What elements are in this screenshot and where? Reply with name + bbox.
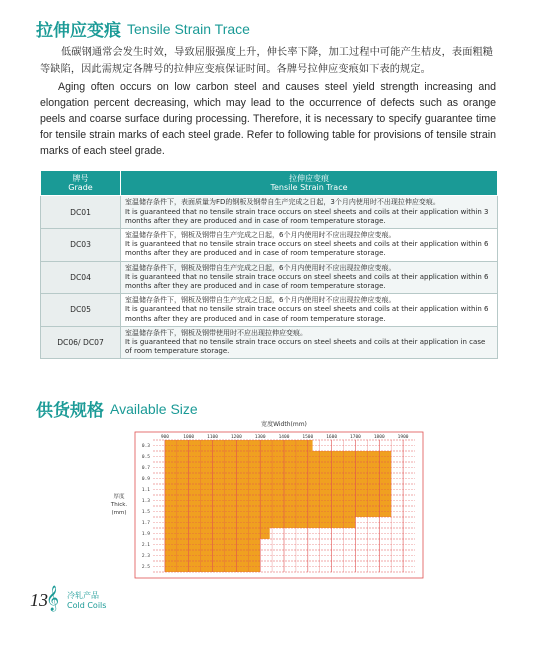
title-cn: 供货规格: [36, 401, 104, 421]
chart-width-label: 宽度Width(mm): [261, 421, 307, 428]
grade-cell: DC05: [41, 294, 121, 327]
section-title-tensile: [36, 16, 250, 41]
table-row: [41, 326, 498, 359]
trace-header: 拉伸应变痕 Tensile Strain Trace: [121, 171, 498, 196]
thick-tick-label: 2.5: [141, 565, 150, 570]
width-tick-label: 1100: [207, 435, 218, 440]
size-chart: [105, 418, 435, 583]
title-en: Tensile Strain Trace: [127, 20, 250, 37]
grade-cell: DC01: [41, 196, 121, 229]
width-tick-label: 1200: [230, 435, 242, 440]
width-tick-label: 1600: [326, 435, 338, 440]
title-en: Available Size: [110, 400, 198, 417]
width-tick-label: 1900: [397, 435, 409, 440]
width-tick-label: 1000: [183, 435, 195, 440]
paragraph-en: Aging often occurs on low carbon steel and causes steel yield strength increasing and elongation percent decreasing, which may lead to the occurrence of defects such as orange peels and coarse surface during processing. Therefore, it is necessary to specify guarantee time for tensile strain marks of each steel grade. Refer to following table for provisions of tensile strain marks of each steel grade.: [40, 81, 496, 157]
thick-tick-label: 0.7: [141, 466, 150, 471]
grade-header: 牌号 Grade: [41, 171, 121, 196]
width-tick-label: 1500: [302, 435, 314, 440]
thick-tick-label: 0.9: [141, 477, 150, 482]
thick-tick-label: 1.1: [141, 488, 150, 493]
clef-icon: 𝄞: [46, 586, 60, 611]
width-tick-label: 1400: [278, 435, 290, 440]
page-footer: [30, 586, 107, 611]
width-tick-label: 1700: [350, 435, 361, 440]
thick-tick-label: 2.3: [141, 554, 150, 559]
thick-tick-label: 1.3: [141, 499, 150, 504]
desc-cell: 室温储存条件下，钢板及钢带使用时不应出现拉伸应变痕。 It is guaranteed that no tensile strain trace occurs on steel sheets and coils at their application in case of room temperature storage.: [121, 326, 498, 359]
thick-tick-label: 0.3: [141, 444, 150, 449]
thick-axis-label: (mm): [111, 510, 127, 516]
strain-trace-table: [40, 170, 498, 359]
table-row: [41, 229, 498, 262]
thick-tick-label: 1.5: [141, 510, 150, 515]
grade-cell: DC06/ DC07: [41, 326, 121, 359]
thick-tick-label: 0.5: [141, 455, 150, 460]
title-cn: 拉伸应变痕: [36, 21, 121, 41]
footer-label: 冷轧产品 Cold Coils: [67, 591, 107, 610]
table-row: [41, 261, 498, 294]
desc-cell: 室温储存条件下，钢板及钢带自生产完成之日起，6个月内使用时不应出现拉伸应变痕。 It is guaranteed that no tensile strain trace occurs on steel sheets and coils at their application within 6 months after they are produced and in case of room temperature storage.: [121, 229, 498, 262]
table-row: [41, 196, 498, 229]
desc-cell: 室温储存条件下，表面质量为FD的钢板及钢带自生产完成之日起，3个月内使用时不出现拉伸应变痕。 It is guaranteed that no tensile strain trace occurs on steel sheets and coils at their application within 3 months after they are produced and in case of room temperature storage.: [121, 196, 498, 229]
thick-tick-label: 1.9: [141, 532, 150, 537]
thick-tick-label: 2.1: [141, 543, 150, 548]
desc-cell: 室温储存条件下，钢板及钢带自生产完成之日起，6个月内使用时不应出现拉伸应变痕。 It is guaranteed that no tensile strain trace occurs on steel sheets and coils at their application within 6 months after they are produced and in case of room temperature storage.: [121, 261, 498, 294]
width-tick-label: 1300: [254, 435, 266, 440]
thick-tick-label: 1.7: [141, 521, 150, 526]
grade-cell: DC03: [41, 229, 121, 262]
table-row: [41, 294, 498, 327]
grade-cell: DC04: [41, 261, 121, 294]
page-number: 13: [30, 590, 48, 610]
width-tick-label: 1800: [373, 435, 385, 440]
thick-axis-label: Thick.: [110, 502, 128, 508]
paragraph-cn: 低碳钢通常会发生时效，导致屈服强度上升，伸长率下降，加工过程中可能产生桔皮，表面粗糙等缺陷，因此需规定各牌号的拉伸应变痕保证时间。各牌号拉伸应变痕如下表的规定。: [40, 47, 494, 75]
width-tick-label: 900: [160, 435, 169, 440]
thick-axis-label: 厚度: [113, 494, 125, 500]
desc-cell: 室温储存条件下，钢板及钢带自生产完成之日起，6个月内使用时不应出现拉伸应变痕。 It is guaranteed that no tensile strain trace occurs on steel sheets and coils at their application within 6 months after they are produced and in case of room temperature storage.: [121, 294, 498, 327]
